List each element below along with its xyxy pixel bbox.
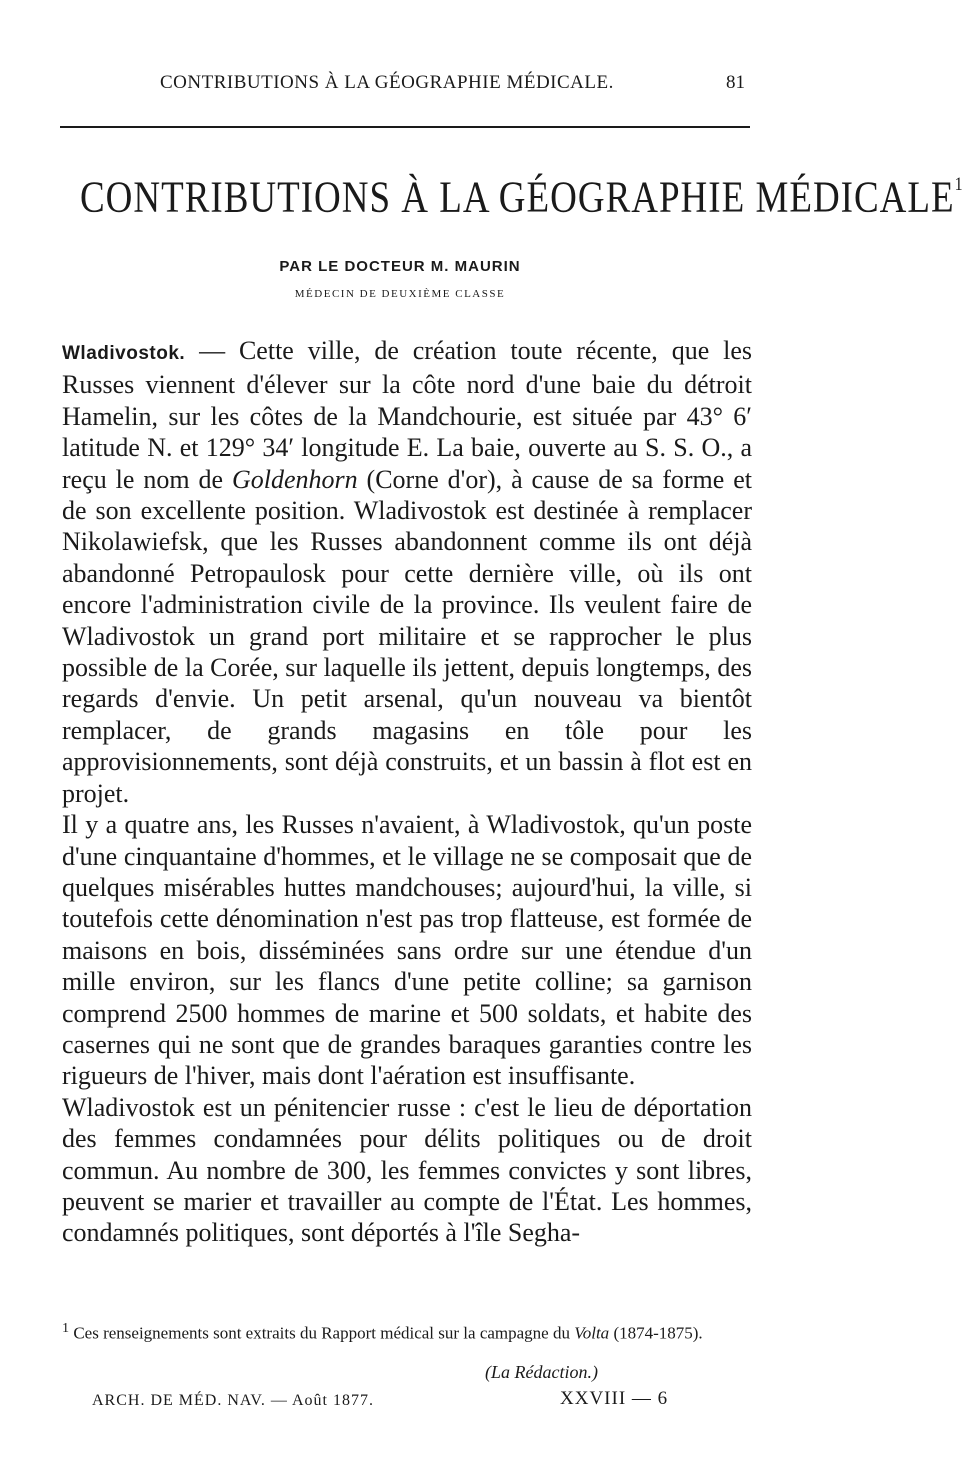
- paragraph-1-italic: Goldenhorn: [231, 464, 358, 494]
- title-footnote-mark: 1: [954, 174, 964, 195]
- footnote-signature: (La Rédaction.): [485, 1362, 598, 1382]
- footnote-italic: Volta: [574, 1323, 610, 1343]
- journal-reference: ARCH. DE MÉD. NAV. — Août 1877.: [92, 1392, 374, 1409]
- author-rank: MÉDECIN DE DEUXIÈME CLASSE: [294, 288, 506, 300]
- paragraph-1-text-b: (Corne d'or), à cause de sa forme et de son excellente position. Wladivostok est destinée à remplacer Nikolawiefsk, que les Russes abandonnent comme ils ont déjà abandonné Petropaulosk pour cette dernière ville, où ils ont encore l'administration civile de la province. Ils veulent faire de Wladivostok un grand port militaire et se rapprocher le plus possible de la Corée, sur laquelle ils jettent, depuis longtemps, des regards d'envie. Un petit arsenal, qu'un nouveau va bientôt remplacer, de grands magasins en tôle pour les approvisionnements, sont déjà construits, et un bassin à flot est en projet.: [62, 464, 752, 808]
- article-title: [80, 172, 964, 224]
- page-number: 81: [726, 72, 745, 93]
- footnote-mark: 1: [62, 1320, 70, 1336]
- footnote-text-b: (1874-1875).: [609, 1323, 703, 1343]
- article-title-text: CONTRIBUTIONS À LA GÉOGRAPHIE MÉDICALE: [80, 173, 955, 223]
- paragraph-1-text-a: — Cette ville, de création toute récente, que les Russes viennent d'élever sur la côte nord d'une baie du détroit Hamelin, sur les côtes de la Mandchourie, est située par 43° 6′ latitude N. et 129° 34′ longitude E. La baie, ouverte au S. S. O., a reçu le nom de: [62, 336, 752, 494]
- lead-word: Wladivostok.: [62, 343, 186, 364]
- header-rule: [60, 126, 750, 128]
- signature-mark: XXVIII — 6: [560, 1388, 669, 1409]
- paragraph-3: Wladivostok est un pénitencier russe : c'est le lieu de déportation des femmes condamnées pour délits politiques ou de droit commun. Au nombre de 300, les femmes convictes y sont libres, peuvent se marier et travailler au compte de l'État. Les hommes, condamnés politiques, sont déportés à l'île Segha-: [62, 1092, 752, 1248]
- running-title: CONTRIBUTIONS À LA GÉOGRAPHIE MÉDICALE.: [160, 72, 614, 93]
- paragraph-1: [62, 335, 752, 809]
- article-body: [62, 335, 752, 1249]
- footnote-text-a: Ces renseignements sont extraits du Rapport médical sur la campagne du: [69, 1323, 575, 1343]
- paragraph-2: Il y a quatre ans, les Russes n'avaient, à Wladivostok, qu'un poste d'une cinquantaine d'hommes, et le village ne se composait que de quelques misérables huttes mandchouses; aujourd'hui, la ville, si toutefois cette dénomination n'est pas trop flatteuse, est formée de maisons en bois, disséminées sans ordre sur une étendue d'un mille environ, sur les flancs d'une petite colline; sa garnison comprend 2500 hommes de marine et 500 soldats, et habite des casernes qui ne sont que de grandes baraques garanties contre les rigueurs de l'hiver, mais dont l'aération est insuffisante.: [62, 810, 752, 1091]
- author-byline: PAR LE DOCTEUR M. MAURIN: [279, 258, 521, 275]
- footnote: [62, 1316, 752, 1346]
